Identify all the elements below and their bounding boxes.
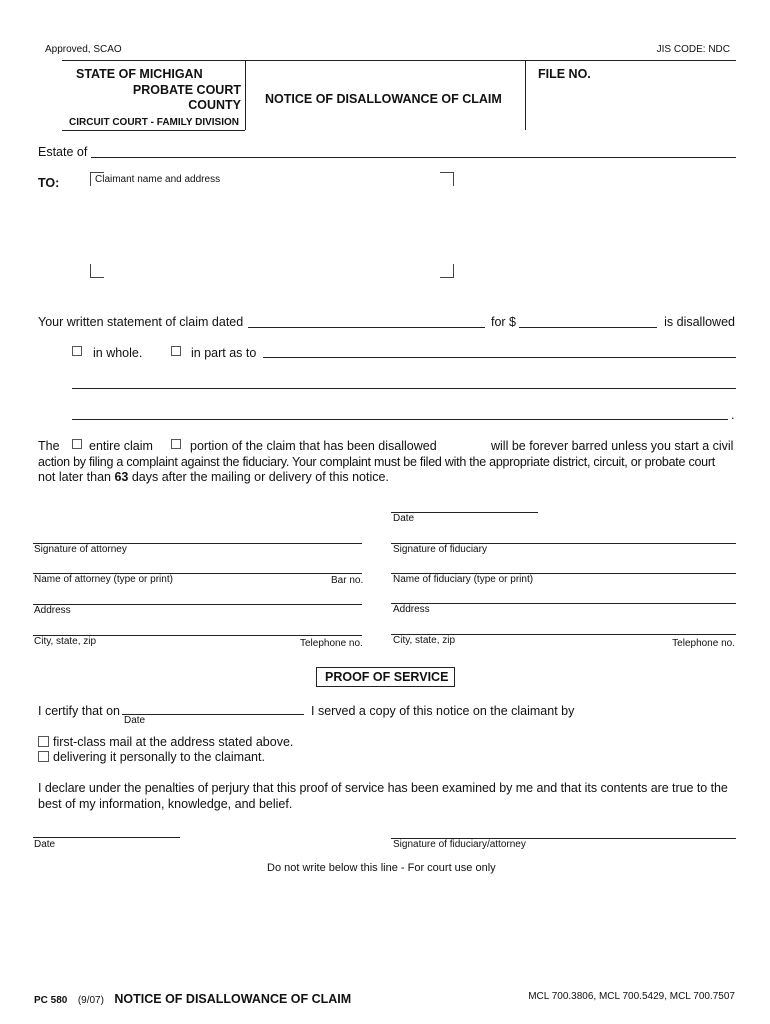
- claimant-address-field[interactable]: [92, 188, 452, 262]
- in-part-period: .: [731, 408, 735, 422]
- attorney-city-label: City, state, zip: [34, 636, 97, 647]
- proof-date-label: Date: [34, 839, 56, 850]
- attorney-telephone-label: Telephone no.: [300, 638, 363, 649]
- caption-top-rule: [62, 60, 736, 61]
- footer-mcl: MCL 700.3806, MCL 700.5429, MCL 700.7507: [528, 991, 735, 1002]
- fiduciary-telephone-label: Telephone no.: [672, 638, 735, 649]
- in-part-label: in part as to: [191, 346, 257, 360]
- days-count: 63: [114, 470, 129, 484]
- portion-label: portion of the claim that has been disallowed: [190, 439, 437, 453]
- claim-date-field[interactable]: [248, 327, 485, 328]
- fiduciary-address-label: Address: [393, 604, 430, 615]
- to-label: TO:: [38, 176, 60, 190]
- in-part-field-line1[interactable]: [263, 357, 736, 358]
- jis-code: JIS CODE: NDC: [656, 44, 730, 55]
- approved-text: Approved, SCAO: [45, 44, 122, 55]
- barred-line2: action by filing a complaint against the fiduciary. Your complaint must be filed with the appropriate district, circuit, or probate court: [38, 455, 715, 469]
- forever-barred-text: will be forever barred unless you start a civil: [491, 439, 734, 453]
- declare-line1: I declare under the penalties of perjury that this proof of service has been examined by me and that its contents are true to the: [38, 781, 728, 795]
- served-copy-text: I served a copy of this notice on the claimant by: [311, 704, 575, 718]
- address-box-corner-br: [440, 264, 454, 278]
- entire-claim-checkbox[interactable]: [72, 439, 82, 449]
- barred-line3: [38, 470, 389, 484]
- statement-dated-label: Your written statement of claim dated: [38, 315, 244, 329]
- personal-delivery-label: delivering it personally to the claimant.: [53, 750, 265, 764]
- in-part-field-line2[interactable]: [72, 388, 736, 389]
- estate-of-label: Estate of: [38, 145, 88, 159]
- entire-claim-label: entire claim: [89, 439, 153, 453]
- footer-form-no: PC 580: [34, 995, 68, 1006]
- court-use-only-text: Do not write below this line - For court use only: [267, 862, 496, 874]
- fiduciary-city-label: City, state, zip: [393, 635, 456, 646]
- for-dollar-label: for $: [491, 315, 517, 329]
- is-disallowed-label: is disallowed: [664, 315, 735, 329]
- fiduciary-signature-label: Signature of fiduciary: [393, 544, 487, 555]
- county: COUNTY: [188, 98, 241, 112]
- portion-checkbox[interactable]: [171, 439, 181, 449]
- caption-bottom-rule: [62, 130, 245, 131]
- address-box-corner-tr: [440, 172, 454, 186]
- caption-divider-left: [245, 60, 246, 130]
- service-date-field[interactable]: [122, 714, 304, 715]
- certify-label: I certify that on: [38, 704, 120, 718]
- declare-line2: best of my information, knowledge, and belief.: [38, 797, 293, 811]
- fiduciary-address-field[interactable]: [391, 603, 736, 604]
- form-title: NOTICE OF DISALLOWANCE OF CLAIM: [265, 92, 502, 106]
- barred-line3-post: days after the mailing or delivery of this notice.: [128, 470, 389, 484]
- fiduciary-name-label: Name of fiduciary (type or print): [393, 574, 534, 585]
- probate-court: PROBATE COURT: [132, 83, 241, 97]
- personal-delivery-checkbox[interactable]: [38, 751, 49, 762]
- in-whole-checkbox[interactable]: [72, 346, 82, 356]
- first-class-mail-checkbox[interactable]: [38, 736, 49, 747]
- attorney-address-field[interactable]: [33, 604, 362, 605]
- barred-line3-pre: not later than: [38, 470, 115, 484]
- footer-rev: (9/07): [77, 995, 104, 1006]
- circuit-court-division: CIRCUIT COURT - FAMILY DIVISION: [69, 117, 240, 128]
- claimant-name-address-label: Claimant name and address: [95, 174, 221, 185]
- attorney-address-label: Address: [34, 605, 71, 616]
- footer-form-id: [34, 990, 351, 1008]
- proof-of-service-title: PROOF OF SERVICE: [316, 667, 455, 687]
- proof-date-field[interactable]: [33, 837, 180, 838]
- service-date-label: Date: [124, 715, 146, 726]
- first-class-mail-label: first-class mail at the address stated above.: [53, 735, 294, 749]
- fiduciary-attorney-signature-label: Signature of fiduciary/attorney: [393, 839, 526, 850]
- caption-divider-right: [525, 60, 526, 130]
- fiduciary-date-label: Date: [393, 513, 415, 524]
- estate-of-field[interactable]: [91, 157, 736, 158]
- bar-no-label: Bar no.: [331, 575, 364, 586]
- state-of-michigan: STATE OF MICHIGAN: [76, 67, 203, 81]
- attorney-name-label: Name of attorney (type or print): [34, 574, 173, 585]
- in-part-checkbox[interactable]: [171, 346, 181, 356]
- in-part-field-line3[interactable]: [72, 419, 728, 420]
- the-label: The: [38, 439, 60, 453]
- in-whole-label: in whole.: [93, 346, 143, 360]
- file-no-label: FILE NO.: [538, 67, 591, 81]
- footer-title: NOTICE OF DISALLOWANCE OF CLAIM: [114, 992, 352, 1006]
- claim-amount-field[interactable]: [519, 327, 657, 328]
- attorney-signature-label: Signature of attorney: [34, 544, 127, 555]
- address-box-corner-bl: [90, 264, 104, 278]
